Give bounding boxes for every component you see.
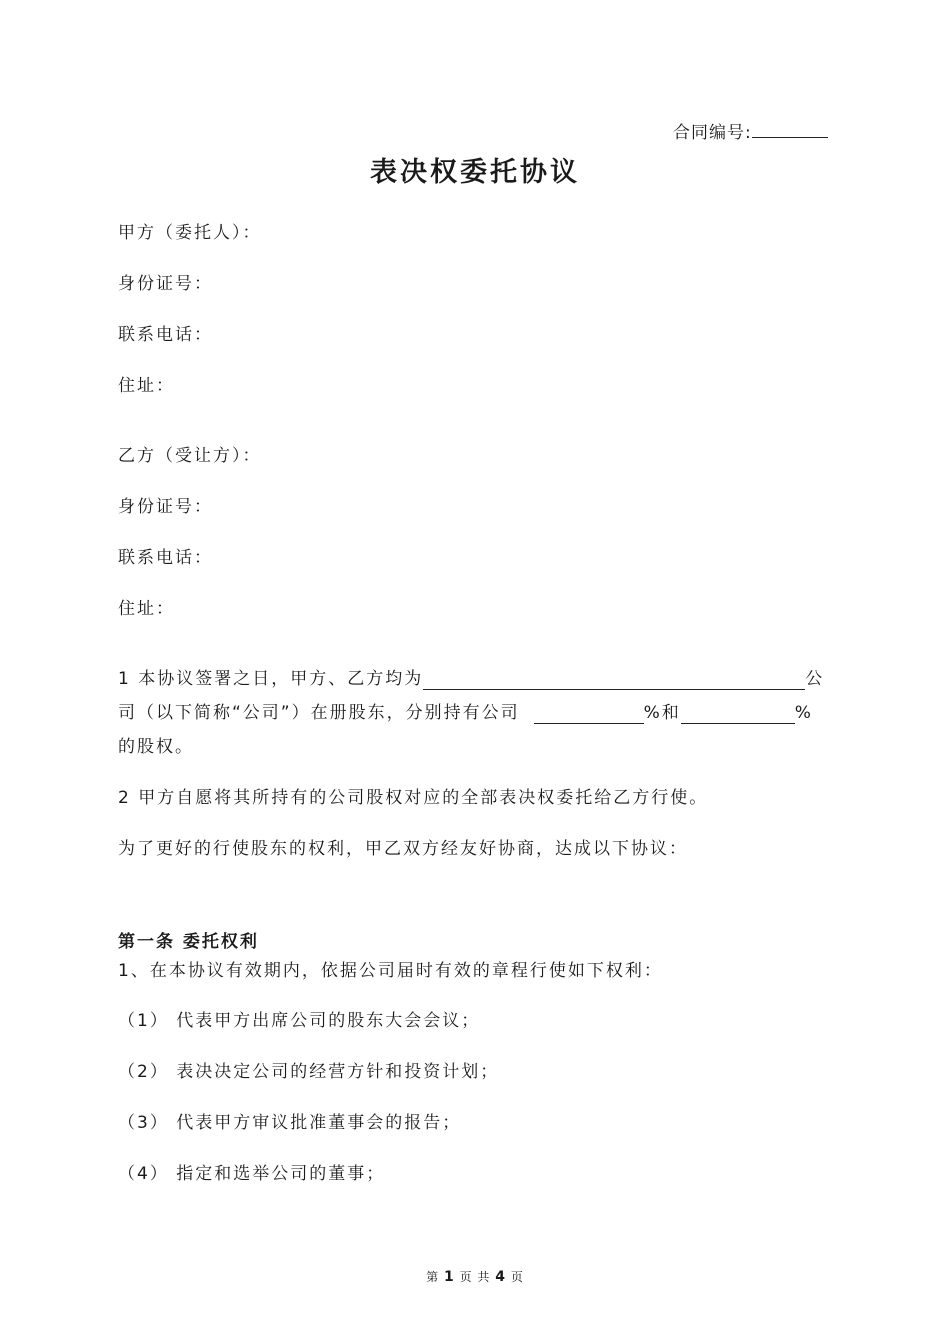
- company-name-blank[interactable]: [423, 671, 805, 690]
- article-1-item: （3） 代表甲方审议批准董事会的报告；: [118, 1113, 462, 1133]
- article-1-item: （4） 指定和选举公司的董事；: [118, 1164, 386, 1184]
- footer-prefix: 第: [426, 1270, 440, 1284]
- article-1-item: （1） 代表甲方出席公司的股东大会会议；: [118, 1011, 481, 1031]
- recital-2: 2 甲方自愿将其所持有的公司股权对应的全部表决权委托给乙方行使。: [118, 788, 709, 808]
- party-b-phone-label: 联系电话：: [118, 548, 213, 568]
- recital-1-text-e: %: [794, 703, 813, 723]
- article-1-item: （2） 表决决定公司的经营方针和投资计划；: [118, 1062, 500, 1082]
- party-b-id-label: 身份证号：: [118, 497, 213, 517]
- contract-number: [673, 118, 828, 143]
- recital-1-line-1: [118, 668, 824, 690]
- contract-number-blank[interactable]: [752, 121, 828, 138]
- footer-suffix: 页: [510, 1270, 524, 1284]
- party-a-label: 甲方（委托人）：: [118, 223, 262, 243]
- party-a-address-label: 住址：: [118, 376, 175, 396]
- footer-total-pages: 4: [495, 1269, 506, 1285]
- party-a-id-label: 身份证号：: [118, 274, 213, 294]
- recital-1-line-2: [118, 702, 813, 724]
- article-1-intro: 1、在本协议有效期内，依据公司届时有效的章程行使如下权利：: [118, 961, 663, 981]
- party-a-share-blank[interactable]: [534, 705, 644, 724]
- party-a-phone-label: 联系电话：: [118, 325, 213, 345]
- party-b-share-blank[interactable]: [681, 705, 795, 724]
- party-b-label: 乙方（受让方）：: [118, 446, 262, 466]
- recital-1-line-3: 的股权。: [118, 737, 194, 757]
- contract-number-label: 合同编号:: [673, 123, 752, 143]
- footer-middle: 页 共: [459, 1270, 491, 1284]
- party-b-address-label: 住址：: [118, 599, 175, 619]
- recital-1-text-b: 公: [805, 669, 825, 689]
- article-1-heading: 第一条 委托权利: [118, 932, 259, 952]
- page-footer: [0, 1268, 950, 1285]
- recital-1-text-a: 1 本协议签署之日，甲方、乙方均为: [118, 669, 424, 689]
- document-title: 表决权委托协议: [370, 157, 580, 188]
- recital-1-text-c: 司（以下简称“公司”）在册股东，分别持有公司: [118, 703, 520, 723]
- recital-1-text-d: %和: [643, 703, 681, 723]
- footer-page-number: 1: [444, 1269, 455, 1285]
- recital-3: 为了更好的行使股东的权利，甲乙双方经友好协商，达成以下协议：: [118, 839, 688, 859]
